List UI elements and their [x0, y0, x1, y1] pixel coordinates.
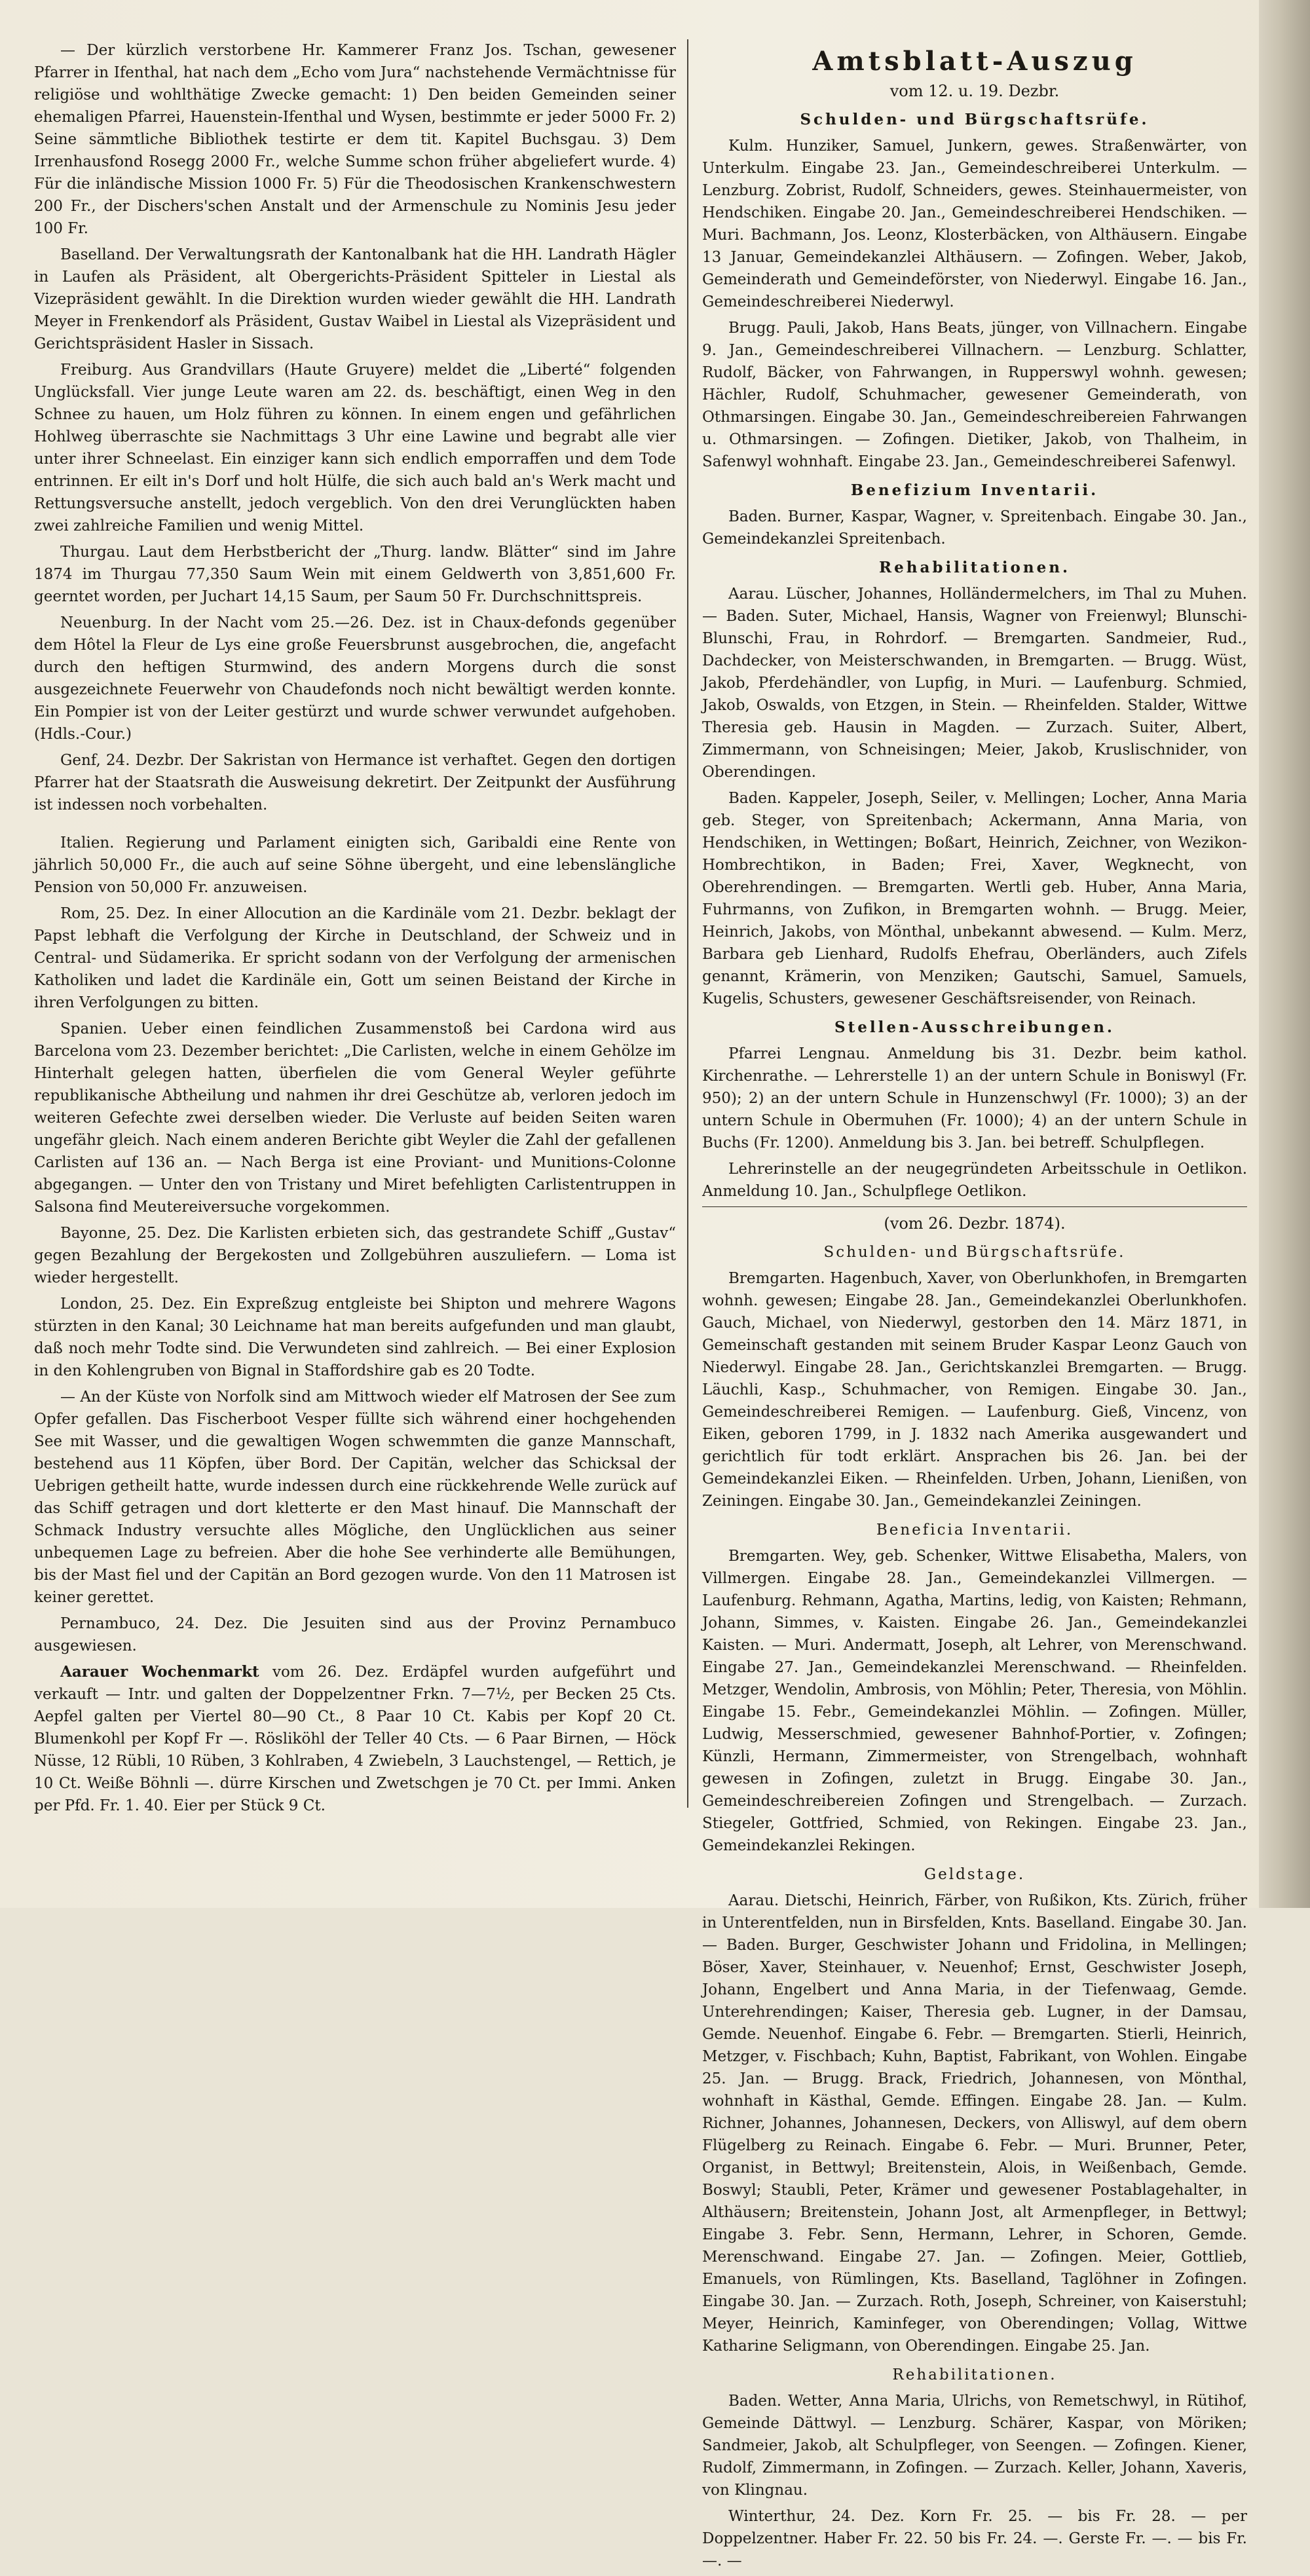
amtsblatt-date-2: (vom 26. Dezbr. 1874).	[884, 1214, 1066, 1233]
column-divider	[687, 39, 688, 1808]
winterthur-market: Winterthur, 24. Dez. Korn Fr. 25. — bis Fr. 28. — per Doppelzentner. Haber Fr. 22. 50 bis Fr. 24. —. Gerste Fr. —. — bis Fr. —. —	[702, 2508, 1247, 2569]
heading-geldstage: Geldstage.	[924, 1866, 1026, 1883]
schulden-entry-2: Brugg. Pauli, Jakob, Hans Beats, jünger, von Villnachern. Eingabe 9. Jan., Gemeindeschreiberei Villnachern. — Lenzburg. Schlatter, Rudolf, Bäcker, von Fahrwangen, in Rupperswyl wohnh. gewesen; Hächler, Rudolf, Schuhmacher, gewesener Gemeinderath, von Othmarsingen. Eingabe 30. Jan., Gemeindeschreibereien Fahrwangen u. Othmarsingen. — Zofingen. Dietiker, Jakob, von Thalheim, in Safenwyl wohnhaft. Eingabe 23. Jan., Gemeindeschreiberei Safenwyl.	[702, 320, 1247, 470]
article-tschan-bequest: — Der kürzlich verstorbene Hr. Kammerer Franz Jos. Tschan, gewesener Pfarrer in Ifenthal, hat nach dem „Echo vom Jura“ nachstehende Vermächtnisse für religiöse und wohlthätige Zwecke gemacht: 1) Den beiden Gemeinden seiner ehemaligen Pfarrei, Hauenstein-Ifenthal und Wysen, bestimmte er jeder 5000 Fr. 2) Seine sämmtliche Bibliothek testirte er dem tit. Kapitel Buchsgau. 3) Dem Irrenhausfond Rosegg 2000 Fr., welche Summe schon früher abgeliefert wurde. 4) Für die inländische Mission 1000 Fr. 5) Für die Theodosischen Krankenschwestern 200 Fr., der Dischers'schen Anstalt und der Armenschule zu Nominis Jesu jeder 100 Fr.	[34, 42, 676, 237]
heading-stellen: Stellen-Ausschreibungen.	[834, 1018, 1115, 1036]
article-freiburg: Freiburg. Aus Grandvillars (Haute Gruyere) meldet die „Liberté“ folgenden Unglücksfall. Vier junge Leute waren am 22. ds. beschäftigt, einen Weg in den Schnee zu hauen, um Holz führen zu können. In einem engen und gefährlichen Hohlweg überraschte sie Nachmittags 3 Uhr eine Lawine und begrabt alle vier unter ihrer Schneelast. Ein einziger kann sich endlich emporraffen und dem Tode entrinnen. Er eilt in's Dorf und holt Hülfe, die sich auch bald an's Werk macht und Rettungsversuche anstellt, jedoch vergeblich. Von den drei Verunglückten haben zwei zahlreiche Familien und wenig Mittel.	[34, 362, 676, 534]
heading-rehabilitationen: Rehabilitationen.	[879, 559, 1070, 576]
schulden-entry-3: Bremgarten. Hagenbuch, Xaver, von Oberlunkhofen, in Bremgarten wohnh. gewesen; Eingabe 28. Jan., Gemeindekanzlei Oberlunkhofen. Gauch, Michael, von Niederwyl, gestorben den 14. März 1871, in Gemeinschaft gestanden mit seinem Bruder Kaspar Leonz Gauch von Niederwyl. Eingabe 28. Jan., Gerichtskanzlei Bremgarten. — Brugg. Läuchli, Kasp., Schuhmacher, von Remigen. Eingabe 30. Jan., Gemeindeschreiberei Remigen. — Laufenburg. Gieß, Vincenz, von Eiken, geboren 1799, in J. 1832 nach Amerika ausgewandert und gerichtlich für todt erklärt. Ansprachen bis 26. Jan. bei der Gemeindekanzlei Eiken. — Rheinfelden. Urben, Johann, Lienißen, von Zeiningen. Eingabe 30. Jan., Gemeindekanzlei Zeiningen.	[702, 1270, 1247, 1510]
heading-schulden-2: Schulden- und Bürgschaftsrüfe.	[823, 1244, 1126, 1261]
beneficia-entry: Bremgarten. Wey, geb. Schenker, Wittwe Elisabetha, Malers, von Villmergen. Eingabe 28. Jan., Gemeindekanzlei Villmergen. — Laufenburg. Rehmann, Agatha, Martins, ledig, von Kaisten; Rehmann, Johann, Simmes, v. Kaisten. Eingabe 26. Jan., Gemeindekanzlei Kaisten. — Muri. Andermatt, Joseph, alt Lehrer, von Merenschwand. Eingabe 27. Jan., Gemeindekanzlei Merenschwand. — Rheinfelden. Metzger, Wendolin, Ambrosis, von Möhlin; Peter, Theresia, von Möhlin. Eingabe 15. Febr., Gemeindekanzlei Möhlin. — Zofingen. Müller, Ludwig, Messerschmied, gewesener Bahnhof-Portier, v. Zofingen; Künzli, Hermann, Zimmermeister, von Strengelbach, wohnhaft gewesen in Zofingen, zuletzt in Brugg. Eingabe 30. Jan., Gemeindeschreibereien Zofingen und Strengelbach. — Zurzach. Stiegeler, Gottfried, Schmied, von Rekingen. Eingabe 23. Jan., Gemeindekanzlei Rekingen.	[702, 1548, 1247, 1854]
heading-rehabilitationen-2: Rehabilitationen.	[892, 2366, 1057, 2383]
market-text: vom 26. Dez. Erdäpfel wurden aufgeführt und verkauft — Intr. und galten der Doppelzentner Frkn. 7—7½, per Becken 25 Cts. Aepfel galten per Viertel 80—90 Ct., 8 Paar 10 Ct. Kabis per Kopf 20 Ct. Blumenkohl per Kopf Fr —. Rösliköhl der Teller 40 Cts. — 6 Paar Birnen, — Höck Nüsse, 12 Rübli, 10 Rüben, 3 Kohlraben, 4 Zwiebeln, 3 Lauchstengel, — Rettich, je 10 Ct. Weiße Böhnli —. dürre Kirschen und Zwetschgen je 70 Ct. per Immi. Anken per Pfd. Fr. 1. 40. Eier per Stück 9 Ct.	[34, 1664, 676, 1814]
rehabilitation-entry-1: Aarau. Lüscher, Johannes, Holländermelchers, im Thal zu Muhen. — Baden. Suter, Michael, Hansis, Wagner von Freienwyl; Blunschi-Blunschi, Frau, in Rohrdorf. — Bremgarten. Sandmeier, Rud., Dachdecker, von Meisterschwanden, in Bremgarten. — Brugg. Wüst, Jakob, Pferdehändler, von Lupfig, in Muri. — Laufenburg. Schmied, Jakob, Oswalds, von Etzgen, in Stein. — Rheinfelden. Stalder, Wittwe Theresia geb. Hausin in Magden. — Zurzach. Suiter, Albert, Zimmermann, von Schneisingen; Meier, Jakob, Kruslischnider, von Oberendingen.	[702, 586, 1247, 781]
article-pernambuco: Pernambuco, 24. Dez. Die Jesuiten sind aus der Provinz Pernambuco ausgewiesen.	[34, 1615, 676, 1654]
rehabilitation-entry-2: Baden. Kappeler, Joseph, Seiler, v. Mellingen; Locher, Anna Maria geb. Steger, von Spreitenbach; Ackermann, Anna Maria, von Hendschiken, in Wettingen; Boßart, Heinrich, Zeichner, von Wezikon-Hombrechtikon, in Baden; Frei, Xaver, Wegknecht, von Oberehrendingen. — Bremgarten. Wertli geb. Huber, Anna Maria, Fuhrmanns, von Zufikon, in Bremgarten wohnh. — Brugg. Meier, Heinrich, Jakobs, von Mönthal, unbekannt abwesend. — Kulm. Merz, Barbara geb Lienhard, Rudolfs Ehefrau, Oberländers, auch Zifels genannt, Krämerin, von Menziken; Gautschi, Samuel, Samuels, Kugelis, Schusters, gewesener Geschäftsreisender, von Reinach.	[702, 790, 1247, 1007]
rehabilitation-entry-3: Baden. Wetter, Anna Maria, Ulrichs, von Remetschwyl, in Rütihof, Gemeinde Dättwyl. — Lenzburg. Schärer, Kaspar, von Möriken; Sandmeier, Jakob, alt Schulpfleger, von Seengen. — Zofingen. Kiener, Rudolf, Zimmermann, in Zofingen. — Zurzach. Keller, Johann, Xaveris, von Klingnau.	[702, 2393, 1247, 2499]
stellen-entry-1: Pfarrei Lengnau. Anmeldung bis 31. Dezbr. beim kathol. Kirchenrathe. — Lehrerstelle 1) an der untern Schule in Boniswyl (Fr. 950); 2) an der untern Schule in Hunzenschwyl (Fr. 1000); 3) an der untern Schule in Obermuhen (Fr. 1000); 4) an der untern Schule in Buchs (Fr. 1200). Anmeldung bis 3. Jan. bei betreff. Schulpflegen.	[702, 1045, 1247, 1151]
stellen-entry-2: Lehrerinstelle an der neugegründeten Arbeitsschule in Oetlikon. Anmeldung 10. Jan., Schulpflege Oetlikon.	[702, 1161, 1247, 1200]
section-rule	[702, 1206, 1247, 1207]
article-thurgau: Thurgau. Laut dem Herbstbericht der „Thurg. landw. Blätter“ sind im Jahre 1874 im Thurgau 77,350 Saum Wein mit einem Geldwerth von 3,851,600 Fr. geerntet worden, per Juchart 14,15 Saum, per Saum 50 Fr. Durchschnittspreis.	[34, 544, 676, 605]
article-norfolk: — An der Küste von Norfolk sind am Mittwoch wieder elf Matrosen der See zum Opfer gefallen. Das Fischerboot Vesper füllte sich während einer hochgehenden See mit Wasser, und die gewaltigen Wogen schwemmten die ganze Mannschaft, bestehend aus 11 Köpfen, über Bord. Der Capitän, welcher das Schicksal der Uebrigen getheilt hatte, wurde indessen durch eine rückkehrende Welle zurück auf das Schiff getragen und dort kletterte er den Mast hinauf. Die Mannschaft der Schmack Industry versuchte alles Mögliche, den Unglücklichen aus seiner unbequemen Lage zu befreien. Aber die hohe See verhinderte alle Bemühungen, bis der Mast fiel und der Capitän an Bord gezogen wurde. Von den 11 Matrosen ist keiner gerettet.	[34, 1389, 676, 1606]
article-genf: Genf, 24. Dezbr. Der Sakristan von Hermance ist verhaftet. Gegen den dortigen Pfarrer hat der Staatsrath die Ausweisung dekretirt. Der Zeitpunkt der Ausführung ist indessen noch vorbehalten.	[34, 752, 676, 813]
amtsblatt-date: vom 12. u. 19. Dezbr.	[889, 82, 1060, 100]
right-column	[702, 39, 1247, 2576]
schulden-entry-1: Kulm. Hunziker, Samuel, Junkern, gewes. Straßenwärter, von Unterkulm. Eingabe 23. Jan., Gemeindeschreiberei Unterkulm. — Lenzburg. Zobrist, Rudolf, Schneiders, gewes. Steinhauermeister, von Hendschiken. Eingabe 20. Jan., Gemeindeschreiberei Hendschiken. — Muri. Bachmann, Jos. Leonz, Klosterbäcken, von Althäusern. Eingabe 13 Januar, Gemeindekanzlei Althäusern. — Zofingen. Weber, Jakob, Gemeinderath und Gemeindeförster, von Niederwyl. Eingabe 16. Jan., Gemeindeschreiberei Niederwyl.	[702, 138, 1247, 310]
amtsblatt-masthead: Amtsblatt-Auszug	[812, 46, 1137, 77]
market-report	[34, 1661, 676, 1817]
left-column	[34, 39, 676, 1821]
page-fold-shadow	[1259, 0, 1310, 1908]
market-title: Aarauer Wochenmarkt	[60, 1663, 259, 1681]
heading-schulden: Schulden- und Bürgschaftsrüfe.	[800, 111, 1150, 128]
article-baselland: Baselland. Der Verwaltungsrath der Kantonalbank hat die HH. Landrath Hägler in Laufen als Präsident, alt Obergerichts-Präsident Spitteler in Liestal als Vizepräsident gewählt. In die Direktion wurden wieder gewählt die HH. Landrath Meyer in Frenkendorf als Präsident, Gustav Waibel in Liestal als Vizepräsident und Gerichtspräsident Hasler in Sissach.	[34, 246, 676, 352]
heading-benefizium: Benefizium Inventarii.	[850, 481, 1099, 499]
geldstage-entry: Aarau. Dietschi, Heinrich, Färber, von Rußikon, Kts. Zürich, früher in Unterentfelden, nun in Birsfelden, Knts. Baselland. Eingabe 30. Jan. — Baden. Burger, Geschwister Johann und Fridolina, in Mellingen; Böser, Xaver, Steinhauer, v. Neuenhof; Ernst, Geschwister Joseph, Johann, Engelbert und Anna Maria, in der Tiefenwaag, Gemde. Unterehrendingen; Kaiser, Theresia geb. Lugner, in der Damsau, Gemde. Neuenhof. Eingabe 6. Febr. — Bremgarten. Stierli, Heinrich, Metzger, v. Fischbach; Kuhn, Baptist, Fabrikant, von Wohlen. Eingabe 25. Jan. — Brugg. Brack, Friedrich, Johannesen, von Mönthal, wohnhaft in Kästhal, Gemde. Effingen. Eingabe 28. Jan. — Kulm. Richner, Johannes, Johannesen, Deckers, von Alliswyl, auf dem obern Flügelberg zu Reinach. Eingabe 6. Febr. — Muri. Brunner, Peter, Organist, in Bettwyl; Breitenstein, Alois, in Weißenbach, Gemde. Boswyl; Staubli, Peter, Krämer und gewesener Postablagehalter, in Althäusern; Breitenstein, Johann Jost, alt Armenpfleger, in Bettwyl; Eingabe 3. Febr. Senn, Hermann, Lehrer, in Schoren, Gemde. Merenschwand. Eingabe 27. Jan. — Zofingen. Meier, Gottlieb, Emanuels, von Rümlingen, Kts. Baselland, Taglöhner in Zofingen. Eingabe 30. Jan. — Zurzach. Roth, Joseph, Schreiner, von Kaiserstuhl; Meyer, Heinrich, Kaminfeger, von Oberendingen; Vollag, Wittwe Katharine Seligmann, von Oberendingen. Eingabe 25. Jan.	[702, 1892, 1247, 2355]
article-neuenburg: Neuenburg. In der Nacht vom 25.—26. Dez. ist in Chaux-defonds gegenüber dem Hôtel la Fleur de Lys eine große Feuersbrunst ausgebrochen, die, angefacht durch den heftigen Sturmwind, des andern Morgens durch die sonst ausgezeichnete Feuerwehr von Chaudefonds noch nicht bewältigt werden konnte. Ein Pompier ist von der Leiter gestürzt und wurde schwer verwundet aufgehoben. (Hdls.-Cour.)	[34, 614, 676, 743]
article-rom: Rom, 25. Dez. In einer Allocution an die Kardinäle vom 21. Dezbr. beklagt der Papst lebhaft die Verfolgung der Kirche in Deutschland, der Schweiz und in Central- und Südamerika. Er spricht sodann von der Verfolgung der armenischen Katholiken und ladet die Kardinäle ein, Gott um seinen Beistand der Kirche in ihren Verfolgungen zu bitten.	[34, 905, 676, 1011]
article-bayonne: Bayonne, 25. Dez. Die Karlisten erbieten sich, das gestrandete Schiff „Gustav“ gegen Bezahlung der Bergekosten und Zollgebühren auszuliefern. — Loma ist wieder hergestellt.	[34, 1225, 676, 1286]
article-italien: Italien. Regierung und Parlament einigten sich, Garibaldi eine Rente von jährlich 50,000 Fr., die auch auf seine Söhne übergeht, und eine lebenslängliche Pension von 50,000 Fr. anzuweisen.	[34, 834, 676, 896]
article-spanien: Spanien. Ueber einen feindlichen Zusammenstoß bei Cardona wird aus Barcelona vom 23. Dezember berichtet: „Die Carlisten, welche in einem Gehölze im Hinterhalt gelegen hatten, überfielen die vom General Weyler geführte republikanische Abtheilung und nahmen ihr drei Geschütze ab, verloren jedoch im weiteren Gefechte zwei derselben wieder. Die Verluste auf beiden Seiten waren ungefähr gleich. Nach einem anderen Berichte gibt Weyler die Zahl der gefallenen Carlisten auf 136 an. — Nach Berga ist eine Proviant- und Munitions-Colonne abgegangen. — Unter den von Tristany und Miret befehligten Carlistentruppen in Salsona find Meutereiversuche vorgekommen.	[34, 1020, 676, 1216]
heading-beneficia: Beneficia Inventarii.	[876, 1521, 1074, 1539]
benefizium-entry: Baden. Burner, Kaspar, Wagner, v. Spreitenbach. Eingabe 30. Jan., Gemeindekanzlei Spreitenbach.	[702, 508, 1247, 548]
article-london: London, 25. Dez. Ein Expreßzug entgleiste bei Shipton und mehrere Wagons stürzten in den Kanal; 30 Leichname hat man bereits aufgefunden und man glaubt, daß noch mehr Todte sind. Die Verwundeten sind zahlreich. — Bei einer Explosion in den Kohlengruben von Bignal in Staffordshire gab es 20 Todte.	[34, 1296, 676, 1379]
